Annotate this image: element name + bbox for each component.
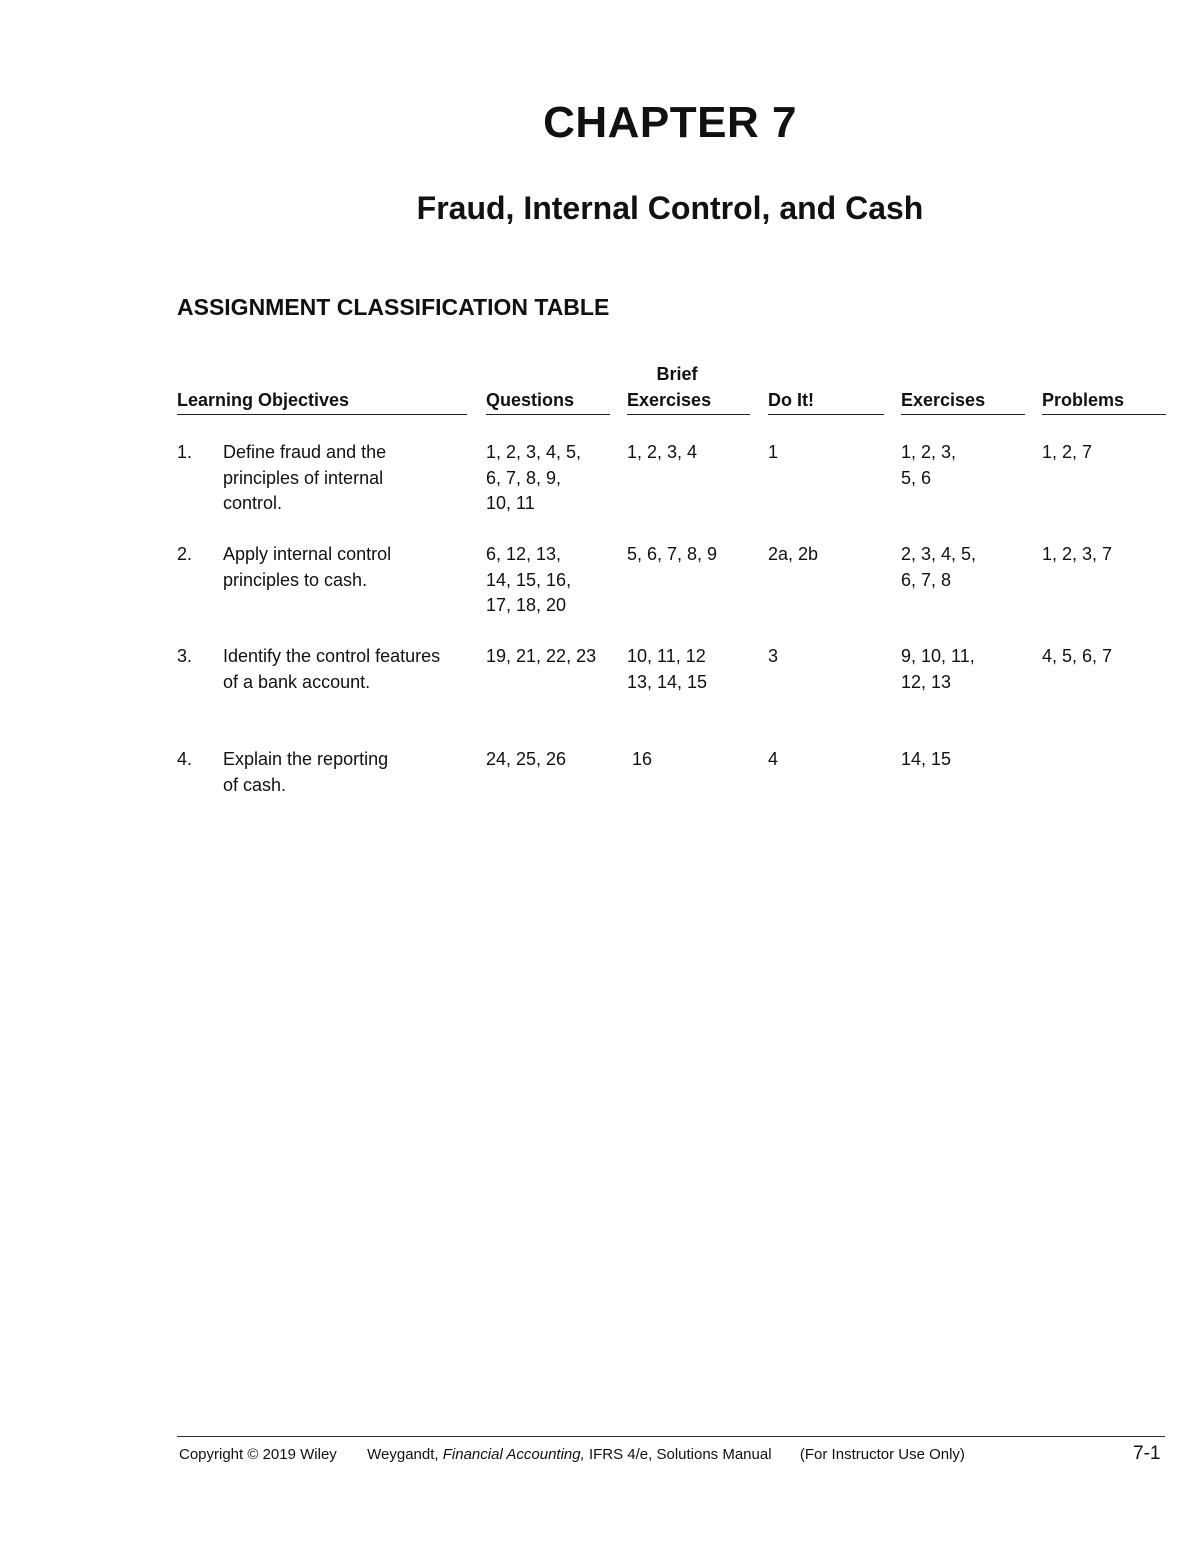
questions-cell: 1, 2, 3, 4, 5, 6, 7, 8, 9, 10, 11 <box>486 442 582 513</box>
col-header-brief-exercises <box>627 361 750 415</box>
doit-cell: 3 <box>768 646 779 666</box>
doit-cell: 4 <box>768 749 779 769</box>
brief-exercises-cell: 5, 6, 7, 8, 9 <box>627 544 718 564</box>
brief-exercises-cell: 16 <box>627 749 653 769</box>
row-number: 3. <box>177 646 193 666</box>
row-number: 1. <box>177 442 193 462</box>
chapter-number: CHAPTER 7 <box>543 98 797 147</box>
questions-cell: 6, 12, 13, 14, 15, 16, 17, 18, 20 <box>486 544 572 615</box>
learning-objective: Explain the reporting of cash. <box>223 749 389 795</box>
footer-edition: IFRS 4/e, Solutions Manual <box>588 1446 772 1463</box>
col-header-objectives <box>177 387 467 415</box>
col-header-doit <box>768 387 884 415</box>
col-header-exercises <box>901 387 1025 415</box>
footer <box>179 1446 965 1463</box>
col-header-objectives-label: Learning Objectives <box>177 390 350 410</box>
section-heading: ASSIGNMENT CLASSIFICATION TABLE <box>177 294 610 320</box>
col-header-exercises-label: Exercises <box>901 390 986 410</box>
brief-exercises-cell: 1, 2, 3, 4 <box>627 442 698 462</box>
col-header-brief-exercises-label: Exercises <box>627 390 712 410</box>
doit-cell: 1 <box>768 442 779 462</box>
chapter-title: Fraud, Internal Control, and Cash <box>416 190 924 226</box>
row-number: 4. <box>177 749 193 769</box>
exercises-cell: 2, 3, 4, 5, 6, 7, 8 <box>901 544 977 590</box>
questions-cell: 24, 25, 26 <box>486 749 567 769</box>
footer-book-title: Financial Accounting, <box>442 1446 585 1463</box>
footer-divider <box>177 1436 1165 1437</box>
problems-cell: 1, 2, 3, 7 <box>1042 544 1113 564</box>
brief-exercises-cell: 10, 11, 12 13, 14, 15 <box>627 646 708 692</box>
exercises-cell: 14, 15 <box>901 749 952 769</box>
col-header-questions <box>486 387 610 415</box>
row-number: 2. <box>177 544 193 564</box>
col-header-brief-label: Brief <box>656 364 698 384</box>
exercises-cell: 9, 10, 11, 12, 13 <box>901 646 975 692</box>
problems-cell: 1, 2, 7 <box>1042 442 1093 462</box>
footer-note: (For Instructor Use Only) <box>799 1446 965 1463</box>
learning-objective: Identify the control features of a bank account. <box>223 646 441 692</box>
doit-cell: 2a, 2b <box>768 544 819 564</box>
problems-cell: 4, 5, 6, 7 <box>1042 646 1113 666</box>
learning-objective: Apply internal control principles to cash. <box>223 544 392 590</box>
col-header-doit-label: Do It! <box>768 390 814 410</box>
col-header-problems <box>1042 387 1166 415</box>
col-header-questions-label: Questions <box>486 390 575 410</box>
questions-cell: 19, 21, 22, 23 <box>486 646 597 666</box>
learning-objective: Define fraud and the principles of internal control. <box>223 442 387 513</box>
exercises-cell: 1, 2, 3, 5, 6 <box>901 442 957 488</box>
footer-author: Weygandt, <box>367 1446 439 1463</box>
footer-copyright: Copyright © 2019 Wiley <box>179 1446 337 1463</box>
page-number: 7-1 <box>1133 1443 1161 1464</box>
col-header-problems-label: Problems <box>1042 390 1125 410</box>
